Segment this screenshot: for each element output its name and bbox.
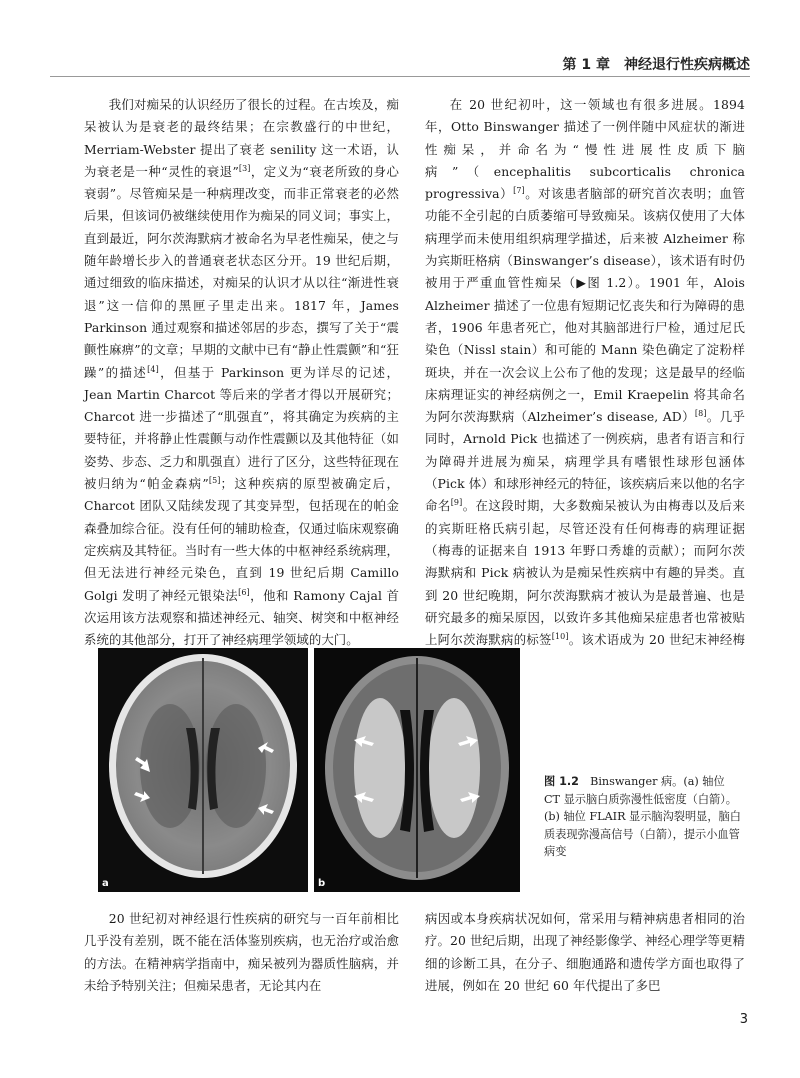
citation-8: [8] [694, 409, 707, 419]
citation-7: [7] [513, 186, 525, 196]
citation-9: [9] [450, 498, 463, 508]
ct-brain-image [98, 648, 308, 892]
bottom-right-column [425, 908, 745, 997]
figure-caption [544, 773, 744, 861]
citation-5: [5] [208, 476, 221, 486]
flair-brain-image [314, 648, 520, 892]
paragraph-20th-century: 在 20 世纪初叶，这一领域也有很多进展。1894 年，Otto Binswanger 描述了一例伴随中风症状的渐进性痴呆，并命名为“慢性进展性皮质下脑病”（encephalitis subcorticalis chronica progressiva）[7]。对该患者脑部的研究首次表明；血管功能不全引起的白质萎缩可导致痴呆。该病仅使用了大体病理学而未使用组织病理学描述，后来被 Alzheimer 称为宾斯旺格病（Binswanger’s disease），该术语有时仍被用于严重血管性痴呆（▶图 1.2）。1901 年，Alois Alzheimer 描述了一位患有短期记忆丧失和行为障碍的患者，1906 年患者死亡，他对其脑部进行尸检，通过尼氏染色（Nissl stain）和可能的 Mann 染色确定了淀粉样斑块，并在一次会议上公布了他的发现；这是最早的经临床病理证实的神经病例之一，Emil Kraepelin 将其命名为阿尔茨海默病（Alzheimer’s disease, AD）[8]。几乎同时，Arnold Pick 也描述了一例疾病，患者有语言和行为障碍并进展为痴呆，病理学具有嗜银性球形包涵体（Pick 体）和球形神经元的特征，该疾病后来以他的名字命名[9]。在这段时期，大多数痴呆被认为由梅毒以及后来的宾斯旺格氏病引起，尽管还没有任何梅毒的病理证据（梅毒的证据来自 1913 年野口秀雄的贡献）；而阿尔茨海默病和 Pick 病被认为是痴呆性疾病中有趣的异类。直到 20 世纪晚期，阿尔茨海默病才被认为是最普遍、也是研究最多的痴呆原因，以致许多其他痴呆症患者也常被贴上阿尔茨海默病的标签[10]。该术语成为 20 世纪末神经梅 [425, 97, 746, 648]
citation-6: [6] [238, 587, 250, 597]
panel-label-b: b [318, 878, 326, 889]
running-header [50, 50, 750, 77]
chapter-title: 第 1 章 神经退行性疾病概述 [562, 57, 750, 73]
citation-10: [10] [551, 632, 569, 642]
paragraph-late-20th-century-tools: 病因或本身疾病状况如何，常采用与精神病患者相同的治疗。20 世纪后期，出现了神经影像学、神经心理学等更精细的诊断工具，在分子、细胞通路和遗传学方面也取得了进展，例如在 20 世纪 60 年代提出了多巴 [425, 911, 745, 993]
bottom-left-column [84, 908, 399, 997]
left-column [84, 94, 399, 651]
panel-label-a: a [102, 878, 109, 889]
right-column [425, 94, 745, 674]
figure-panel-a-ct [98, 648, 308, 892]
citation-4: [4] [147, 364, 159, 374]
caption-lead: 图 1.2 [544, 775, 579, 788]
citation-3: [3] [238, 163, 251, 173]
paragraph-history-of-dementia: 我们对痴呆的认识经历了很长的过程。在古埃及，痴呆被认为是衰老的最终结果；在宗教盛行的中世纪，Merriam-Webster 提出了衰老 senility 这一术语，认为衰老是一种“灵性的衰退”[3]，定义为“衰老所致的身心衰弱”。尽管痴呆是一种病理改变，而非正常衰老的必然后果，但该词仍被继续使用作为痴呆的同义词；事实上，直到最近，阿尔茨海默病才被命名为早老性痴呆，使之与随年龄增长步入的普通衰老状态区分开。19 世纪后期，通过细致的临床描述，对痴呆的认识才从以往“渐进性衰退”这一信仰的黑匣子里走出来。1817 年，James Parkinson 通过观察和描述邻居的步态，撰写了关于“震颤性麻痹”的文章；早期的文献中已有“静止性震颤”和“狂躁”的描述[4]，但基于 Parkinson 更为详尽的记述，Jean Martin Charcot 等后来的学者才得以开展研究；Charcot 进一步描述了“肌强直”，将其确定为疾病的主要特征，并将静止性震颤与动作性震颤以及其他特征（如姿势、步态、乏力和肌强直）进行了区分，这些特征现在被归纳为“帕金森病”[5]；这种疾病的原型被确定后，Charcot 团队又陆续发现了其变异型，包括现在的帕金森叠加综合征。没有任何的辅助检查，仅通过临床观察确定疾病及其特征。当时有一些大体的中枢神经系统病理，但无法进行神经元染色，直到 19 世纪后期 Camillo Golgi 发明了神经元银染法[6]，他和 Ramony Cajal 首次运用该方法观察和描述神经元、轴突、树突和中枢神经系统的其他部分，打开了神经病理学领域的大门。 [84, 97, 399, 648]
page-number: 3 [739, 1012, 748, 1027]
caption-text: Binswanger 病。(a) 轴位 CT 显示脑白质弥漫性低密度（白箭）。(b) 轴位 FLAIR 显示脑沟裂明显，脑白质表现弥漫高信号（白箭），提示小血管病变 [544, 775, 741, 858]
figure-panel-b-flair [314, 648, 520, 892]
paragraph-early-20th-century-research: 20 世纪初对神经退行性疾病的研究与一百年前相比几乎没有差别，既不能在活体鉴别疾病，也无治疗或治愈的方法。在精神病学指南中，痴呆被列为器质性脑病，并未给予特别关注；但痴呆患者，无论其内在 [84, 911, 399, 993]
